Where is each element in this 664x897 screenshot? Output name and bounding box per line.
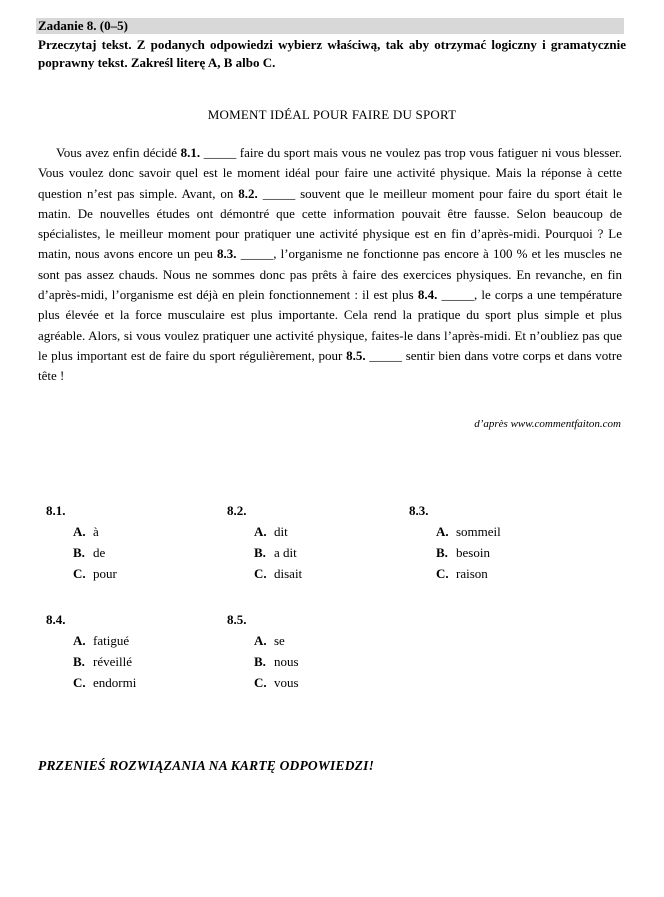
text-part: Vous avez enfin décidé bbox=[56, 145, 181, 160]
gap-label: 8.2. bbox=[238, 185, 258, 201]
text-part: _____ souvent que le meilleur moment pour faire du sport était le matin. De nouvelles études ont démontré que cette information pouvait être fausse. Selon beaucoup de spécialistes, le meilleur moment pour pratiquer une activité physique est en fin d’après-midi. Pourquoi ? Le matin, nous avons encore un peu bbox=[38, 185, 622, 262]
question-number: 8.4. bbox=[46, 612, 66, 627]
answer-option[interactable]: C. endormi bbox=[73, 675, 137, 690]
question-number: 8.2. bbox=[227, 503, 247, 518]
question-block bbox=[227, 609, 299, 693]
gap-label: 8.5. bbox=[346, 347, 366, 363]
source-citation: d’après www.commentfaiton.com bbox=[474, 418, 621, 430]
answer-option[interactable]: C. pour bbox=[73, 566, 117, 581]
answer-option[interactable]: A. à bbox=[73, 524, 99, 539]
answer-option[interactable]: C. disait bbox=[254, 566, 303, 581]
text-part: _____ sentir bien dans votre corps et dans votre tête ! bbox=[38, 347, 622, 384]
task-instruction: Przeczytaj tekst. Z podanych odpowiedzi wybierz właściwą, tak aby otrzymać logiczny i gramatycznie poprawny tekst. Zakreśl literę A, B albo C. bbox=[38, 37, 626, 70]
text-title: MOMENT IDÉAL POUR FAIRE DU SPORT bbox=[207, 107, 457, 122]
text-part: _____, l’organisme ne fonctionne pas encore à 100 % et les muscles ne sont pas assez chauds. Nous ne sommes donc pas prêts à faire des exercices physiques. En revanche, en fin d’après-midi, l’organisme est déjà en plein fonctionnement : il est plus bbox=[38, 246, 622, 303]
answer-option[interactable]: A. sommeil bbox=[436, 524, 501, 539]
gap-label: 8.3. bbox=[217, 246, 237, 262]
answer-option[interactable]: B. a dit bbox=[254, 545, 297, 560]
transfer-answers-note: PRZENIEŚ ROZWIĄZANIA NA KARTĘ ODPOWIEDZI! bbox=[38, 758, 375, 773]
gap-label: 8.4. bbox=[417, 287, 438, 303]
question-number: 8.1. bbox=[46, 503, 66, 518]
answer-option[interactable]: B. nous bbox=[254, 654, 299, 669]
task-header: Zadanie 8. (0–5) bbox=[36, 18, 624, 34]
text-part: _____ faire du sport mais vous ne voulez pas trop vous fatiguer ni vous blesser. Vous voulez donc savoir quel est le moment idéal pour faire une activité physique. Mais la réponse à cette question n’est pas simple. Avant, on bbox=[38, 145, 622, 201]
answer-option[interactable]: A. se bbox=[254, 633, 285, 648]
question-block bbox=[46, 609, 136, 693]
answer-option[interactable]: A. fatigué bbox=[73, 633, 130, 648]
answer-option[interactable]: B. besoin bbox=[436, 545, 490, 560]
question-block bbox=[46, 500, 117, 584]
answer-option[interactable]: C. raison bbox=[436, 566, 488, 581]
reading-text bbox=[38, 143, 622, 387]
gap-label: 8.1. bbox=[180, 145, 201, 160]
answer-option[interactable]: C. vous bbox=[254, 675, 299, 690]
answer-option[interactable]: A. dit bbox=[254, 524, 288, 539]
answer-option[interactable]: B. réveillé bbox=[73, 654, 132, 669]
question-number: 8.3. bbox=[409, 503, 429, 518]
question-number: 8.5. bbox=[227, 612, 247, 627]
answer-option[interactable]: B. de bbox=[73, 545, 106, 560]
text-part: _____, le corps a une température plus élevée et la force musculaire est plus importante. Cela rend la pratique du sport plus simple et plus agréable. Alors, si vous voulez pratiquer une activité physique, faites-le dans l’après-midi. Et n’oubliez pas que le plus important est de faire du sport régulièrement, pour bbox=[38, 287, 622, 363]
question-block bbox=[227, 500, 302, 584]
question-block bbox=[409, 500, 501, 584]
